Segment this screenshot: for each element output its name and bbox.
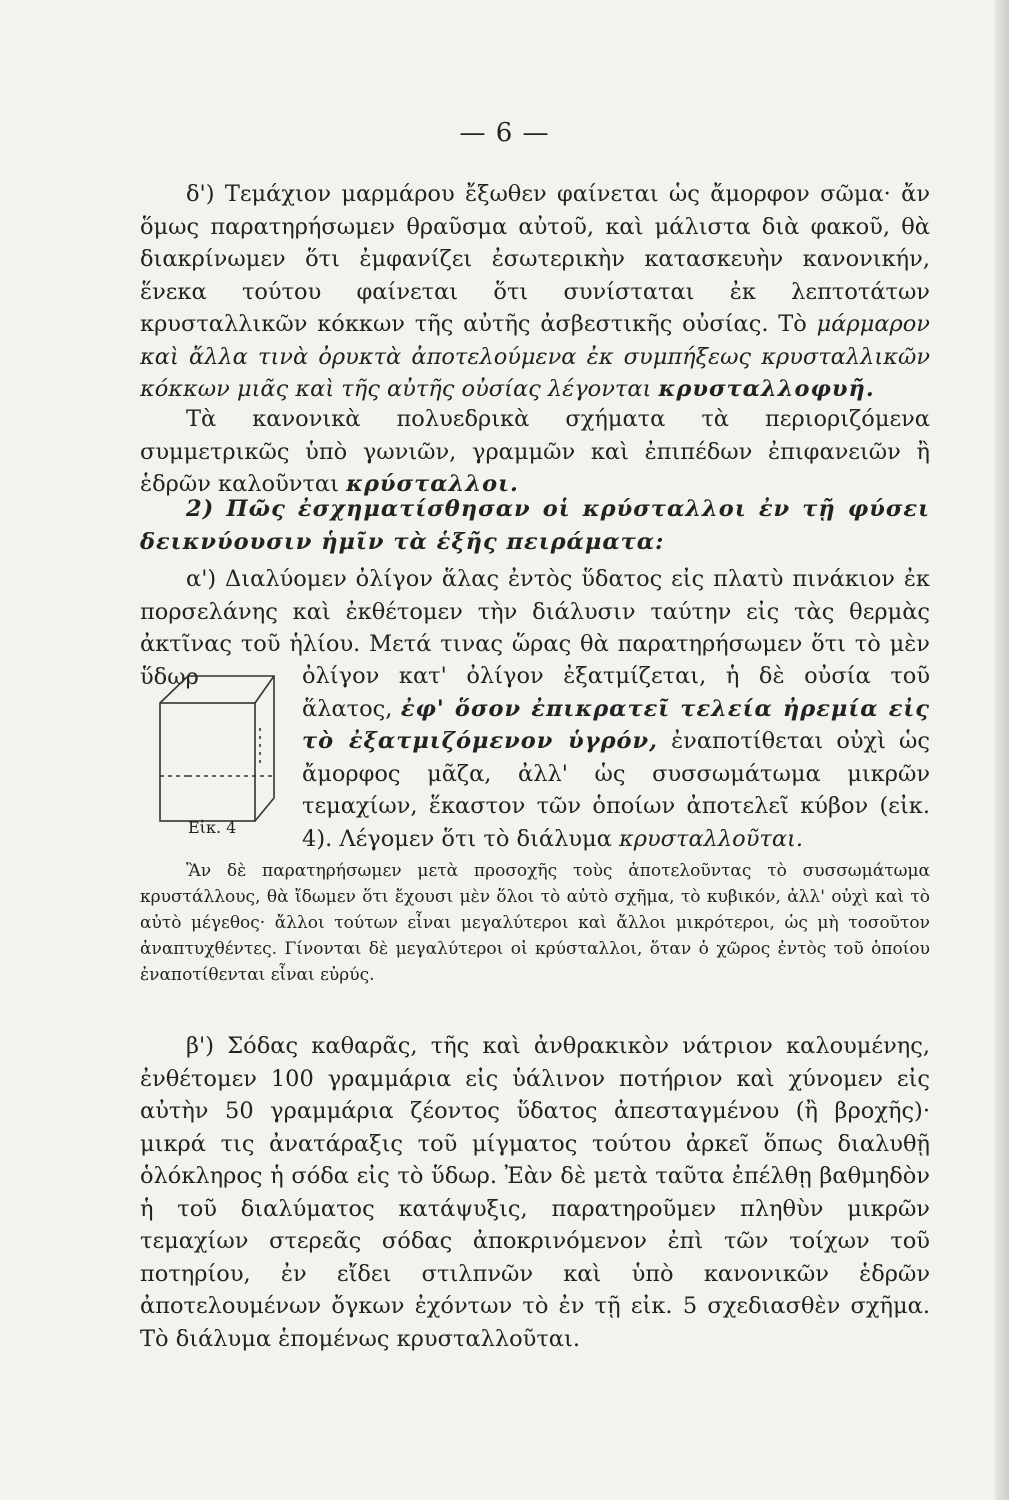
paragraph-soda-experiment: β') Σόδας καθαρᾶς, τῆς καὶ ἀνθρακικὸν νάτριον καλουμένης, ἐνθέτομεν 100 γραμμάρια εἰς ὑάλινον ποτήριον καὶ χύνομεν εἰς αὐτὴν 50 γραμμάρια ζέοντος ὕδατος ἀπεσταγμένου (ἢ βροχῆς)· μικρά τις ἀνατάραξις τοῦ μίγματος τούτου ἀρκεῖ ὅπως διαλυθῇ ὁλόκληρος ἡ σόδα εἰς τὸ ὕδωρ. Ἐὰν δὲ μετὰ ταῦτα ἐπέλθῃ βαθμηδὸν ἡ τοῦ διαλύματος κατάψυξις, παρατηροῦμεν πληθὺν μικρῶν τεμαχίων στερεᾶς σόδας ἀποκρινόμενον ἐπὶ τῶν τοίχων τοῦ ποτηρίου, ἐν εἴδει στιλπνῶν καὶ ὑπὸ κανονικῶν ἑδρῶν ἀποτελουμένων ὄγκων ἐχόντων τὸ ἐν τῇ εἰκ. 5 σχεδιασθὲν σχῆμα. Τὸ διάλυμα ἑπομένως κρυσταλλοῦται. xyxy=(140,1033,930,1352)
figure-4-label: Εἰκ. 4 xyxy=(188,818,237,837)
paragraph-salt-wrap-text2: ἐναποτίθεται οὐχὶ ὡς ἄμορφος μᾶζα, ἀλλ' ὡς συσσωμάτωμα μικρῶν τεμαχίων, ἕκαστον τῶν ὁποίων ἀποτελεῖ κύβον (εἰκ. 4). Λέγομεν ὅτι τὸ διάλυμα xyxy=(302,728,930,852)
cube-figure xyxy=(150,668,280,843)
section-heading-2 xyxy=(140,493,930,558)
paragraph-salt-wrap-bold: ἐφ' ὅσον ἐπικρατεῖ τελεία ἠρεμία εἰς τὸ ἐξατμιζόμενον ὑγρόν, xyxy=(302,695,930,754)
section-heading-2-text: 2) Πῶς ἐσχηματίσθησαν οἱ κρύσταλλοι ἐν τῇ φύσει δεικνύουσιν ἡμῖν τὰ ἑξῆς πειράματα: xyxy=(140,496,930,555)
paragraph-crystals-text: Τὰ κανονικὰ πολυεδρικὰ σχήματα τὰ περιοριζόμενα συμμετρικῶς ὑπὸ γωνιῶν, γραμμῶν καὶ ἐπιπέδων ἐπιφανειῶν ἢ ἑδρῶν καλοῦνται xyxy=(140,406,930,497)
paragraph-marble xyxy=(140,178,930,406)
paragraph-crystal-sizes: Ἂν δὲ παρατηρήσωμεν μετὰ προσοχῆς τοὺς ἀποτελοῦντας τὸ συσσωμάτωμα κρυστάλλους, θὰ ἴδωμεν ὅτι ἔχουσι μὲν ὅλοι τὸ αὐτὸ σχῆμα, τὸ κυβικόν, ἀλλ' οὐχὶ καὶ τὸ αὐτὸ μέγεθος· ἄλλοι τούτων εἶναι μεγαλύτεροι καὶ ἄλλοι μικρότεροι, ὡς μὴ τοσοῦτον ἀναπτυχθέντες. Γίνονται δὲ μεγαλύτεροι οἱ κρύσταλλοι, ὅταν ὁ χῶρος ἐντὸς τοῦ ὁποίου ἐναποτίθενται εἶναι εὐρύς. xyxy=(140,861,930,985)
paragraph-marble-italic: μάρμαρον καὶ ἄλλα τινὰ ὀρυκτὰ ἀποτελούμενα ἐκ συμπήξεως κρυσταλλικῶν κόκκων μιᾶς καὶ τῆς αὐτῆς οὐσίας λέγονται xyxy=(140,311,930,402)
paragraph-salt-wrap xyxy=(302,660,930,855)
cube-icon xyxy=(150,668,280,828)
page-edge-shadow xyxy=(995,0,1009,1500)
paragraph-crystals-definition xyxy=(140,403,930,501)
paragraph-marble-bold: κρυσταλλοφυῆ. xyxy=(658,376,875,402)
paragraph-salt-wrap-text1: ὀλίγον κατ' ὀλίγον ἐξατμίζεται, ἡ δὲ οὐσία τοῦ ἅλατος, xyxy=(302,663,930,722)
paragraph-salt-wrap-italic: κρυσταλλοῦται. xyxy=(619,825,804,852)
paragraph-crystals-bold: κρύσταλλοι. xyxy=(346,471,519,497)
paragraph-marble-text: δ') Τεμάχιον μαρμάρου ἔξωθεν φαίνεται ὡς ἄμορφον σῶμα· ἄν ὅμως παρατηρήσωμεν θραῦσμα αὐτοῦ, καὶ μάλιστα διὰ φακοῦ, θὰ διακρίνωμεν ὅτι ἐμφανίζει ἐσωτερικὴν κατασκευὴν κανονικήν, ἕνεκα τούτου φαίνεται ὅτι συνίσταται ἐκ λεπτοτάτων κρυσταλλικῶν κόκκων τῆς αὐτῆς ἀσβεστικῆς οὐσίας. Τὸ xyxy=(140,181,930,337)
page-number: — 6 — xyxy=(459,118,550,148)
paragraph-salt-text: α') Διαλύομεν ὀλίγον ἅλας ἐντὸς ὕδατος εἰς πλατὺ πινάκιον ἐκ πορσελάνης καὶ ἐκθέτομεν τὴν διάλυσιν ταύτην εἰς τὰς θερμὰς ἀκτῖνας τοῦ ἡλίου. Μετά τινας ὥρας θὰ παρατηρήσωμεν ὅτι τὸ μὲν ὕδωρ xyxy=(140,566,930,690)
